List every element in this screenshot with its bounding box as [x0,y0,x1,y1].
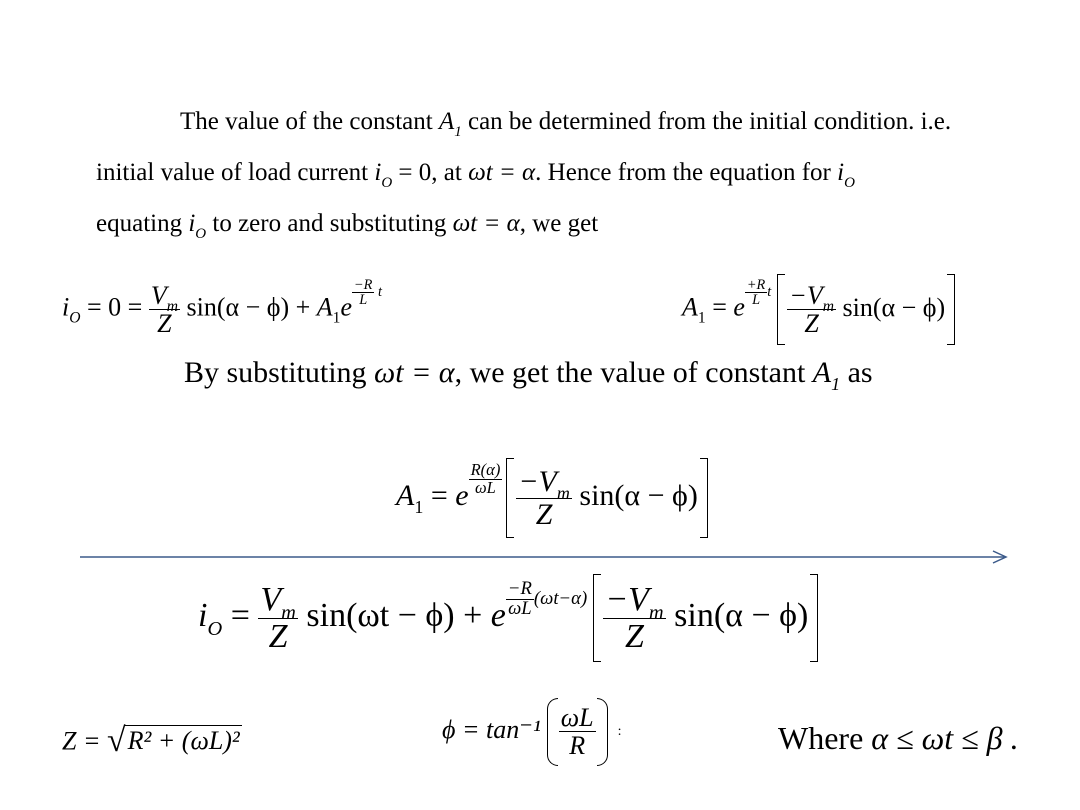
intro-paragraph [96,96,1026,249]
text: equating [96,210,189,237]
paragraph-line-2 [96,147,1026,198]
equation-Z: Z = √R² + (ωL)² [62,722,240,759]
paragraph-line-3 [96,198,1026,249]
equation-A1-general: $A_1 = e$ $^{\frac{+R}{L} t}$ $\frac{-V_m}{Z}$ sin(α − ϕ) [682,278,955,337]
fraction-vm-z: $\frac{V_m}{Z}$ [150,280,178,338]
equation-io-solution: $i_O$ = $\frac{V_m}{Z}$ sin(ωt − ϕ) + e $^{\frac{-R}{\omega L} (\omega t-\alpha)}$ $\frac{-V_m}{Z}$ sin(α − ϕ) [198,580,818,654]
range-condition: Where α ≤ ωt ≤ β . [778,720,1019,756]
equation-A1-constant: $A_1 = e$ $^{\frac{R(\alpha)}{\omega L}}$ $\frac{-V_m}{Z}$ sin(α − ϕ) [396,462,708,530]
math-io: $i_O$ [188,210,207,242]
arrow-right-icon [80,548,1015,568]
text: initial value of load current [96,159,375,186]
math-A1: $A_1$ [438,108,462,140]
text: can be determined from the initial condition. i.e. [461,108,952,135]
paragraph-line-1 [96,96,1026,147]
math-wt-alpha: ωt = α [452,210,520,237]
text: to zero and substituting [206,210,453,237]
text: , at [431,159,469,186]
substitution-text: By substituting ωt = α, we get the value of constant $A_1$ as [184,356,873,395]
text: The value of the constant [180,108,439,135]
equation-phi: ϕ = tan⁻¹ $\frac{\omega L}{R}$ : [442,703,622,761]
math-io: $i_O$ [837,159,855,191]
text: . Hence from the equation for [535,159,838,186]
math-io-zero: $i_O = 0$ [374,159,432,191]
math-wt-alpha: ωt = α [468,159,536,186]
equation-io-initial: $i_O = 0$ = $\frac{V_m}{Z}$ $\sin(\alpha - \phi) + A_1e$ $^{\frac{-R}{L} t}$ [62,277,382,338]
text: , we get [519,210,599,237]
